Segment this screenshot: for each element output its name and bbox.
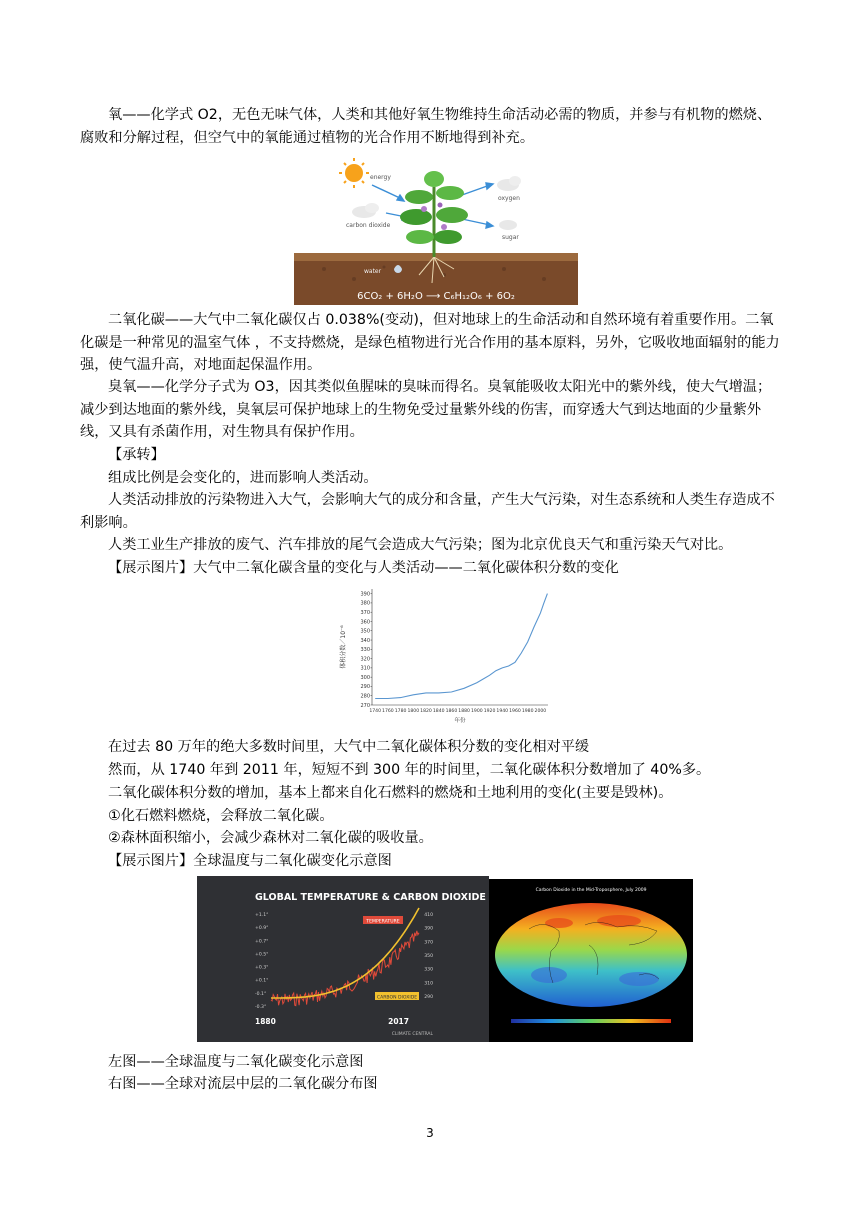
paragraph-fossil-fuel: ①化石燃料燃烧，会释放二氧化碳。 (108, 808, 334, 824)
left-tick-label: +0.3° (255, 965, 269, 971)
co2-chart (336, 583, 552, 723)
page-number: 3 (426, 1126, 434, 1140)
world-map (495, 903, 687, 1007)
left-tick-label: -0.3° (255, 1005, 267, 1010)
label-oxygen: oxygen (498, 195, 520, 202)
temperature-legend: TEMPERATURE (366, 919, 400, 925)
y-tick-label: 350 (360, 628, 370, 635)
co2-series-line (375, 594, 547, 699)
x-tick-label: 1820 (420, 709, 432, 714)
co2-map-figure (489, 879, 693, 1042)
x-end-label: 2017 (388, 1017, 409, 1026)
paragraph-forest: ②森林面积缩小，会减少森林对二氧化碳的吸收量。 (108, 830, 433, 846)
left-tick-label: +1.1° (255, 913, 269, 918)
x-tick-label: 2000 (534, 709, 547, 714)
photosynthesis-illustration (294, 157, 578, 305)
right-tick-label: 350 (424, 954, 433, 959)
x-tick-label: 1760 (382, 709, 394, 714)
temp-chart-title: GLOBAL TEMPERATURE & CARBON DIOXIDE (255, 892, 486, 903)
paragraph-show-co2: 【展示图片】大气中二氧化碳含量的变化与人类活动——二氧化碳体积分数的变化 (108, 560, 619, 576)
y-tick-label: 320 (360, 656, 370, 663)
color-scale-bar (511, 1019, 671, 1023)
y-tick-label: 390 (360, 591, 370, 598)
label-energy: energy (370, 174, 391, 181)
paragraph-sources: 二氧化碳体积分数的增加，基本上都来自化石燃料的燃烧和土地利用的变化(主要是毁林)。 (108, 785, 673, 801)
y-tick-label: 340 (360, 637, 370, 644)
cloud-oxygen-icon (497, 176, 521, 191)
x-tick-label: 1900 (470, 709, 483, 714)
right-tick-label: 330 (424, 967, 433, 973)
y-tick-label: 330 (360, 647, 370, 654)
paragraph-co2: 二氧化碳——大气中二氧化碳仅占 0.038%(变动)，但对地球上的生命活动和自然环境有着重要作用。二氧化碳是一种常见的温室气体 ，不支持燃烧，是绿色植物进行光合作用的基本原料，另外，它吸收地面辐射的能力强，使气温升高，对地面起保温作用。 (80, 312, 780, 373)
co2-map-svg (489, 879, 693, 1042)
paragraph-pollution: 人类活动排放的污染物进入大气，会影响大气的成分和含量，产生大气污染，对生态系统和人类生存造成不利影响。 (80, 492, 775, 531)
label-water: water (364, 268, 382, 275)
y-tick-label: 380 (360, 600, 370, 607)
heading-chengzhuan: 【承转】 (108, 447, 165, 463)
left-tick-label: -0.1° (255, 991, 267, 997)
photosynthesis-figure (294, 157, 578, 305)
x-tick-label: 1960 (509, 709, 521, 714)
x-tick-label: 1840 (432, 709, 445, 714)
x-tick-label: 1800 (407, 709, 420, 714)
y-tick-label: 270 (360, 702, 370, 709)
sugar-icon (499, 220, 517, 230)
paragraph-oxygen: 氧——化学式 O2，无色无味气体，人类和其他好氧生物维持生命活动必需的物质，并参与有机物的燃烧、腐败和分解过程，但空气中的氧能通过植物的光合作用不断地得到补充。 (80, 107, 772, 146)
x-tick-label: 1860 (445, 709, 458, 714)
photosynthesis-equation: 6CO₂ + 6H₂O ⟶ C₆H₁₂O₆ + 6O₂ (357, 291, 515, 302)
carbon-dioxide-legend: CARBON DIOXIDE (376, 995, 418, 1001)
y-tick-label: 360 (360, 619, 370, 626)
left-tick-label: +0.1° (255, 978, 269, 984)
right-tick-label: 290 (424, 995, 433, 1000)
right-tick-label: 370 (424, 940, 433, 946)
right-tick-label: 390 (424, 926, 433, 932)
label-sugar: sugar (502, 234, 519, 241)
cloud-co2-icon (352, 203, 379, 218)
sun-icon (339, 158, 369, 188)
plant-icon (400, 171, 468, 257)
paragraph-show-temp: 【展示图片】全球温度与二氧化碳变化示意图 (108, 853, 392, 869)
caption-left: 左图——全球温度与二氧化碳变化示意图 (108, 1054, 364, 1070)
x-tick-label: 1940 (496, 709, 509, 714)
right-tick-label: 410 (424, 913, 433, 918)
x-start-label: 1880 (255, 1017, 276, 1026)
y-tick-label: 370 (360, 610, 370, 616)
left-tick-label: +0.7° (255, 939, 269, 945)
y-tick-label: 290 (360, 684, 370, 691)
co2-chart-svg (336, 583, 552, 723)
paragraph-ozone: 臭氧——化学分子式为 O3，因其类似鱼腥味的臭味而得名。臭氧能吸收太阳光中的紫外线，使大气增温；减少到达地面的紫外线，臭氧层可保护地球上的生物免受过量紫外线的伤害，而穿透大气到达地面的少量紫外线，又具有杀菌作用，对生物具有保护作用。 (80, 379, 772, 440)
x-tick-label: 1740 (369, 709, 382, 714)
paragraph-800k-years: 在过去 80 万年的绝大多数时间里，大气中二氧化碳体积分数的变化相对平缓 (108, 739, 590, 755)
left-tick-label: +0.9° (255, 926, 269, 932)
left-tick-label: +0.5° (255, 952, 269, 958)
co2-ylabel: 体积分数／10⁻⁶ (340, 625, 347, 669)
x-tick-label: 1780 (394, 709, 407, 714)
y-tick-label: 310 (360, 665, 370, 672)
co2-xlabel: 年份 (454, 718, 466, 723)
right-tick-label: 310 (424, 981, 433, 987)
paragraph-emissions: 人类工业生产排放的废气、汽车排放的尾气会造成大气污染；图为北京优良天气和重污染天气对比。 (108, 537, 733, 553)
x-tick-label: 1880 (458, 709, 470, 714)
climate-central-logo: CLIMATE CENTRAL (391, 1032, 433, 1037)
temp-co2-chart (197, 876, 489, 1042)
y-tick-label: 300 (360, 674, 370, 681)
co2-map-title: Carbon Dioxide in the Mid-Troposphere, July 2009 (535, 888, 647, 893)
x-tick-label: 1920 (483, 709, 496, 714)
label-carbon-dioxide: carbon dioxide (346, 222, 391, 229)
x-tick-label: 1980 (521, 709, 534, 714)
y-tick-label: 280 (360, 693, 370, 700)
paragraph-composition: 组成比例是会变化的，进而影响人类活动。 (108, 470, 378, 486)
temp-co2-chart-svg (197, 876, 489, 1042)
caption-right: 右图——全球对流层中层的二氧化碳分布图 (108, 1076, 378, 1092)
paragraph-1740-2011: 然而，从 1740 年到 2011 年，短短不到 300 年的时间里，二氧化碳体积分数增加了 40%多。 (108, 762, 711, 778)
